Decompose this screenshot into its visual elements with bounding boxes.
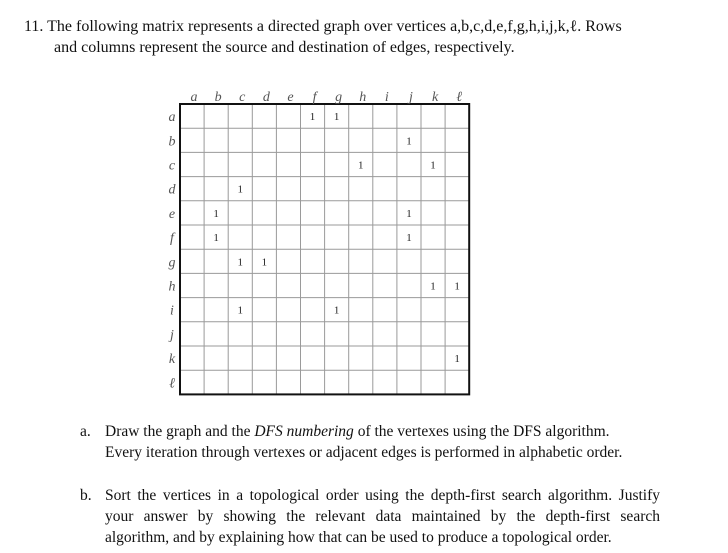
matrix-cell-one: 1 [213,207,219,220]
row-header-10: k [168,352,176,368]
matrix-cell-one: 1 [454,280,460,293]
column-header-4: e [287,90,294,105]
column-header-1: b [214,90,222,105]
row-header-9: j [170,327,174,343]
part-a-line-1: Draw the graph and the DFS numbering of the vertexes using the DFS algorithm. [105,423,610,440]
part-b-line-3: algorithm, and by explaining how that can be used to produce a topological order. [105,529,612,546]
column-header-5: f [312,90,317,105]
row-header-8: i [170,303,174,319]
column-header-10: k [431,90,439,105]
part-a-line-2: Every iteration through vertexes or adjacent edges is performed in alphabetic order. [105,444,623,461]
part-b-line-1: Sort the vertices in a topological order using the depth-first search algorithm. Justify [105,487,660,504]
matrix-cell-one: 1 [454,353,460,366]
row-header-11: ℓ [169,376,175,392]
column-header-9: j [409,90,413,105]
matrix-cell-one: 1 [237,183,243,196]
question-line-1: 11. The following matrix represents a directed graph over vertices a,b,c,d,e,f,g,h,i,j,k,ℓ. Rows [24,18,622,35]
column-header-8: i [384,90,389,105]
part-b-label: b. [80,487,92,504]
column-header-0: a [190,90,198,105]
matrix-cell-one: 1 [333,111,340,124]
matrix-cell-one: 1 [333,304,340,317]
row-header-3: d [168,182,176,198]
row-header-5: f [170,231,174,247]
matrix-cell-one: 1 [309,111,316,124]
matrix-cell-one: 1 [430,159,436,172]
matrix-cell-one: 1 [261,256,268,269]
dfs-numbering-term: DFS numbering [254,423,354,440]
matrix-cell-one: 1 [358,159,364,172]
row-header-2: c [168,158,176,174]
row-header-7: h [168,279,176,295]
column-header-3: d [262,90,270,105]
part-a [80,421,660,463]
matrix-cell-one: 1 [237,256,243,269]
part-b-line-2: your answer by showing the relevant data maintained by the depth-first search [105,508,660,525]
matrix-cell-one: 1 [237,304,243,317]
part-a-label: a. [80,423,91,440]
column-header-2: c [239,90,246,105]
question-line-2: and columns represent the source and destination of edges, respectively. [54,39,515,56]
matrix-cell-one: 1 [406,207,412,220]
row-header-4: e [168,206,176,222]
row-header-0: a [168,110,176,126]
column-header-6: g [335,90,343,105]
matrix-cell-one: 1 [430,280,436,293]
row-header-6: g [168,255,176,271]
matrix-cell-one: 1 [213,232,219,245]
column-header-11: ℓ [456,90,463,105]
matrix-cell-one: 1 [406,232,412,245]
matrix-cell-one: 1 [406,135,412,148]
row-header-1: b [168,134,176,150]
part-b [80,485,660,548]
column-header-7: h [359,90,367,105]
